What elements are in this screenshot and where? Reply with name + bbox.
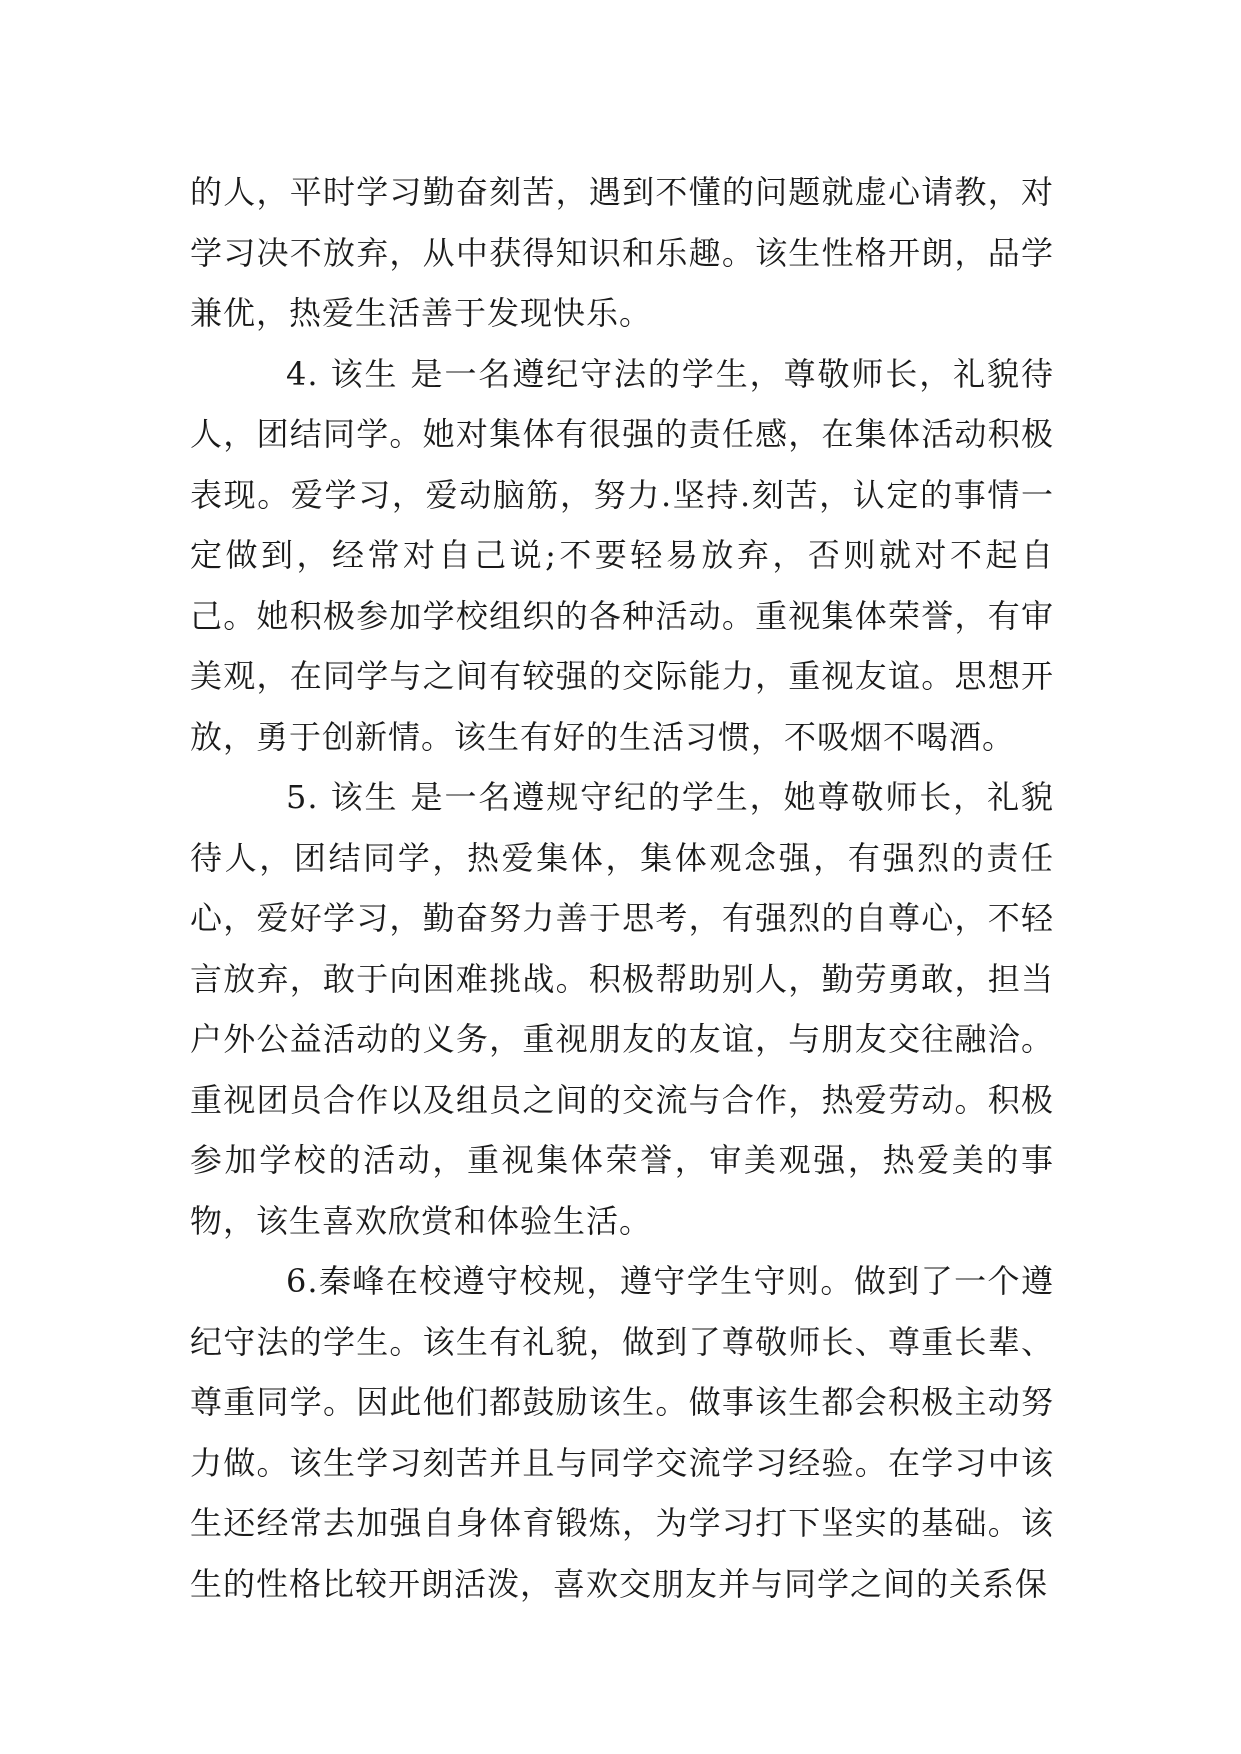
paragraph-item-6: 6.秦峰在校遵守校规，遵守学生守则。做到了一个遵纪守法的学生。该生有礼貌，做到了尊敬师长、尊重长辈、尊重同学。因此他们都鼓励该生。做事该生都会积极主动努力做。该生学习刻苦并且与同学交流学习经验。在学习中该生还经常去加强自身体育锻炼，为学习打下坚实的基础。该生的性格比较开朗活泼，喜欢交朋友并与同学之间的关系保 (190, 1262, 1054, 1603)
paragraph-item-4: 4. 该生 是一名遵纪守法的学生，尊敬师长，礼貌待人，团结同学。她对集体有很强的责任感，在集体活动积极表现。爱学习，爱动脑筋，努力.坚持.刻苦，认定的事情一定做到，经常对自己说;不要轻易放弃，否则就对不起自己。她积极参加学校组织的各种活动。重视集体荣誉，有审美观，在同学与之间有较强的交际能力，重视友谊。思想开放，勇于创新情。该生有好的生活习惯，不吸烟不喝酒。 (190, 354, 1054, 756)
paragraph-continued: 的人，平时学习勤奋刻苦，遇到不懂的问题就虚心请教，对学习决不放弃，从中获得知识和乐趣。该生性格开朗，品学兼优，热爱生活善于发现快乐。 (190, 173, 1054, 332)
document-body (190, 162, 1054, 1614)
paragraph-item-5: 5. 该生 是一名遵规守纪的学生，她尊敬师长，礼貌待人，团结同学，热爱集体，集体观念强，有强烈的责任心，爱好学习，勤奋努力善于思考，有强烈的自尊心，不轻言放弃，敢于向困难挑战。积极帮助别人，勤劳勇敢，担当户外公益活动的义务，重视朋友的友谊，与朋友交往融洽。重视团员合作以及组员之间的交流与合作，热爱劳动。积极参加学校的活动，重视集体荣誉，审美观强，热爱美的事物，该生喜欢欣赏和体验生活。 (190, 778, 1054, 1240)
